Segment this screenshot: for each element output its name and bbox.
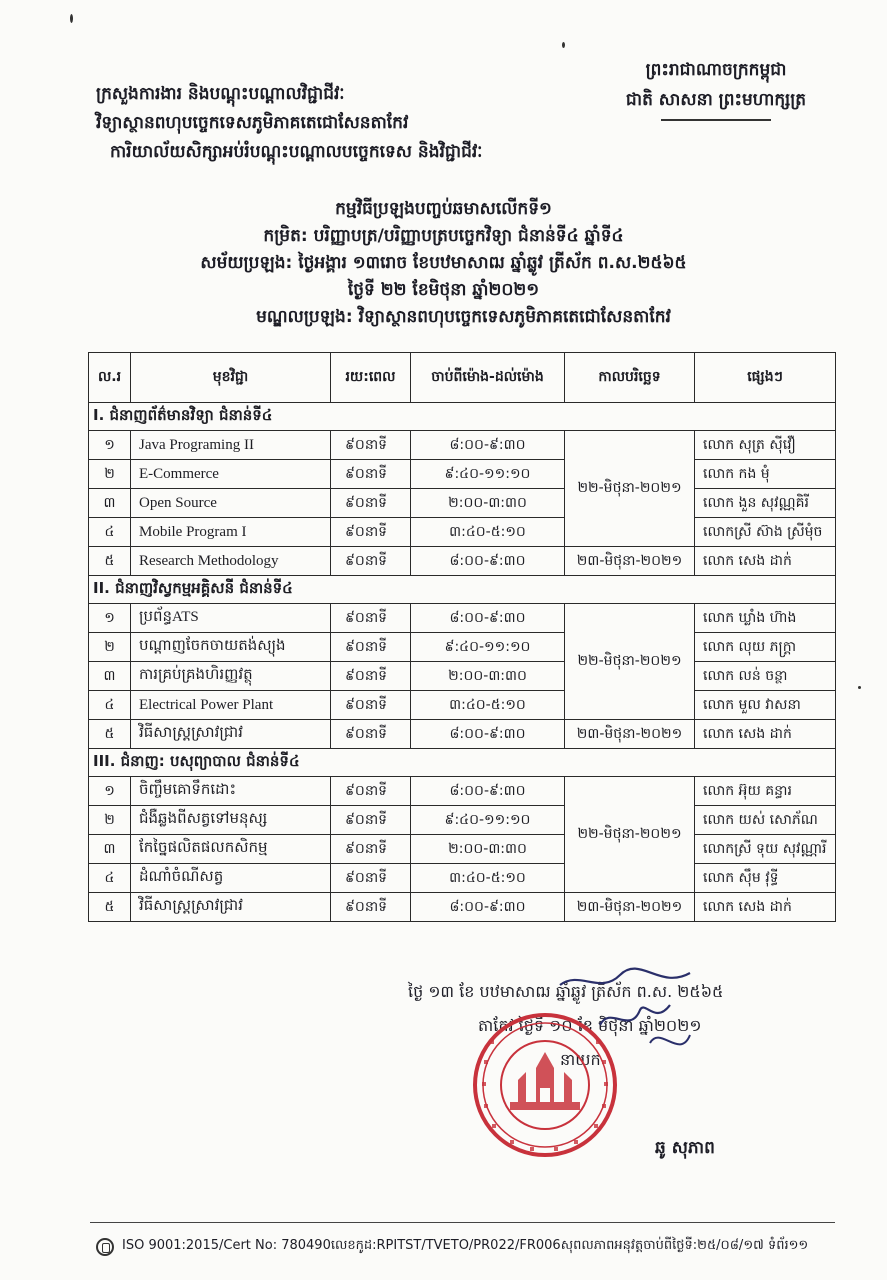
kingdom-header [596,55,836,121]
time-cell: ៨:០០-៩:៣០ [411,777,565,806]
invigilator-cell: លោក ស៊ឹម វុទ្ធី [695,864,836,893]
invigilator-cell: លោក សេង ដាក់ [695,720,836,749]
table-row [89,777,836,806]
subject-cell: E-Commerce [131,460,331,489]
subject-cell: កែច្នៃផលិតផលកសិកម្ម [131,835,331,864]
section-title: II. ជំនាញវិស្វកម្មអគ្គិសនី ជំនាន់ទី៤ [89,576,836,604]
time-cell: ២:០០-៣:៣០ [411,835,565,864]
exam-session: សម័យប្រឡង: ថ្ងៃអង្គារ ១៣រោច ខែបឋមាសាឍ ឆ្នាំឆ្លូវ ត្រីស័ក ព.ស.២៥៦៥ [200,253,687,273]
subject-cell: ដំណាំចំណីសត្វ [131,864,331,893]
row-number: ១ [89,604,131,633]
row-number: ៣ [89,662,131,691]
row-number: ៣ [89,835,131,864]
invigilator-cell: លោក ឃ្លាំង ហ៊ាង [695,604,836,633]
subject-cell: វិធីសាស្ត្រស្រាវជ្រាវ [131,893,331,922]
exam-center: មណ្ឌលប្រឡង: វិទ្យាស្ថានពហុបច្ចេកទេសភូមិភាគតេជោសែនតាកែវ [256,307,671,327]
invigilator-cell: លោក ងួន សុវណ្ណគិរី [695,489,836,518]
date-cell: ២២-មិថុនា-២០២១ [565,604,695,720]
duration-cell: ៩០នាទី [331,489,411,518]
time-cell: ៨:០០-៩:៣០ [411,604,565,633]
row-number: ២ [89,460,131,489]
section-header-row [89,749,836,777]
subject-cell: ចិញ្ចឹមគោទឹកដោះ [131,777,331,806]
duration-cell: ៩០នាទី [331,518,411,547]
footer [96,1237,808,1256]
duration-cell: ៩០នាទី [331,864,411,893]
duration-cell: ៩០នាទី [331,460,411,489]
exam-date: ថ្ងៃទី ២២ ខែមិថុនា ឆ្នាំ២០២១ [347,280,540,300]
header-duration: រយ:ពេល [331,353,411,403]
time-cell: ៨:០០-៩:៣០ [411,431,565,460]
row-number: ២ [89,806,131,835]
section-title: III. ជំនាញ: បសុព្យាបាល ជំនាន់ទី៤ [89,749,836,777]
table-row [89,893,836,922]
invigilator-cell: លោក សេង ដាក់ [695,547,836,576]
subject-cell: ជំងឺឆ្លងពីសត្វទៅមនុស្ស [131,806,331,835]
table-row [89,489,836,518]
subject-cell: Electrical Power Plant [131,691,331,720]
lunar-date-line: ថ្ងៃ ១៣ ខែ បឋមាសាឍ ឆ្នាំឆ្លូវ ត្រីស័ក ព.ស. ២៥៦៥ [408,982,724,1001]
time-cell: ៩:៤០-១១:១០ [411,633,565,662]
table-row [89,720,836,749]
exam-title: កម្មវិធីប្រឡងបញ្ចប់ឆមាសលើកទី១ [335,199,552,219]
invigilator-cell: លោក សុត្រ ស៊ីវឿ [695,431,836,460]
row-number: ២ [89,633,131,662]
table-row [89,431,836,460]
signer-title: នាយក [560,1050,601,1069]
table-row [89,662,836,691]
row-number: ១ [89,777,131,806]
time-cell: ៩:៤០-១១:១០ [411,806,565,835]
table-row [89,864,836,893]
time-cell: ៩:៤០-១១:១០ [411,460,565,489]
scan-speck [70,14,73,23]
footer-text: ISO 9001:2015/Cert No: 780490លេខកូដ:RPITST/TVETO/PR022/FR006សុពលភាពអនុវត្តចាប់ពីថ្ងៃទី:២៥/០៨/១៧ ទំព័រ១១ [122,1238,809,1253]
national-motto: ជាតិ សាសនា ព្រះមហាក្សត្រ [625,90,807,110]
table-row [89,633,836,662]
row-number: ៤ [89,691,131,720]
time-cell: ៨:០០-៩:៣០ [411,720,565,749]
subject-cell: ប្រព័ន្ធATS [131,604,331,633]
invigilator-cell: លោកស្រី ស៊ាង ស្រីមុំច [695,518,836,547]
row-number: ៤ [89,864,131,893]
subject-cell: ការគ្រប់គ្រងហិរញ្ញវត្ថុ [131,662,331,691]
row-number: ១ [89,431,131,460]
subject-cell: Mobile Program I [131,518,331,547]
duration-cell: ៩០នាទី [331,604,411,633]
subject-cell: វិធីសាស្ត្រស្រាវជ្រាវ [131,720,331,749]
date-cell: ២៣-មិថុនា-២០២១ [565,720,695,749]
place-date-line: តាកែវ ថ្ងៃទី ១០ ខែ មិថុនា ឆ្នាំ២០២១ [478,1016,702,1035]
time-cell: ៣:៤០-៥:១០ [411,864,565,893]
scan-speck [858,686,861,689]
table-row [89,691,836,720]
header-time: ចាប់ពីម៉ោង-ដល់ម៉ោង [411,353,565,403]
motto-divider [661,119,771,121]
time-cell: ៣:៤០-៥:១០ [411,518,565,547]
invigilator-cell: លោក លុយ ភក្ត្រា [695,633,836,662]
time-cell: ៨:០០-៩:៣០ [411,547,565,576]
row-number: ៤ [89,518,131,547]
ministry-header [96,80,482,167]
invigilator-cell: លោក សេង ដាក់ [695,893,836,922]
table-row [89,835,836,864]
row-number: ៥ [89,547,131,576]
date-cell: ២៣-មិថុនា-២០២១ [565,893,695,922]
duration-cell: ៩០នាទី [331,893,411,922]
subject-cell: បណ្តាញចែកចាយតង់ស្យុង [131,633,331,662]
office-name: ការិយាល័យសិក្សាអប់រំបណ្តុះបណ្តាលបច្ចេកទេស និងវិជ្ជាជីវៈ [110,142,483,162]
invigilator-cell: លោក កង មុំ [695,460,836,489]
table-row [89,806,836,835]
subject-cell: Research Methodology [131,547,331,576]
row-number: ៣ [89,489,131,518]
header-date: កាលបរិច្ឆេទ [565,353,695,403]
ministry-name: ក្រសួងការងារ និងបណ្តុះបណ្តាលវិជ្ជាជីវៈ [96,84,345,104]
time-cell: ២:០០-៣:៣០ [411,662,565,691]
iso-logo-icon [96,1238,114,1256]
invigilator-cell: លោកស្រី ទុយ សុវណ្ណារី [695,835,836,864]
table-row [89,547,836,576]
date-cell: ២២-មិថុនា-២០២១ [565,431,695,547]
duration-cell: ៩០នាទី [331,835,411,864]
header-other: ផ្សេងៗ [695,353,836,403]
row-number: ៥ [89,720,131,749]
duration-cell: ៩០នាទី [331,777,411,806]
invigilator-cell: លោក យស់ សោភ័ណ [695,806,836,835]
exam-level: កម្រិត: បរិញ្ញាបត្រ/បរិញ្ញាបត្របច្ចេកវិទ្យា ជំនាន់ទី៤ ឆ្នាំទី៤ [263,226,624,246]
table-row [89,604,836,633]
invigilator-cell: លោក មួល វាសនា [695,691,836,720]
subject-cell: Open Source [131,489,331,518]
handwritten-signature [540,965,730,1085]
date-cell: ២២-មិថុនា-២០២១ [565,777,695,893]
time-cell: ២:០០-៣:៣០ [411,489,565,518]
date-cell: ២៣-មិថុនា-២០២១ [565,547,695,576]
section-header-row [89,403,836,431]
header-subject: មុខវិជ្ជា [131,353,331,403]
invigilator-cell: លោក លន់ ចន្ថា [695,662,836,691]
table-row [89,460,836,489]
duration-cell: ៩០នាទី [331,431,411,460]
signer-name: ឆូ សុភាព [655,1138,715,1158]
footer-divider [90,1222,835,1223]
duration-cell: ៩០នាទី [331,691,411,720]
kingdom-name: ព្រះរាជាណាចក្រកម្ពុជា [645,60,787,80]
header-no: ល.រ [89,353,131,403]
institute-name: វិទ្យាស្ថានពហុបច្ចេកទេសភូមិភាគតេជោសែនតាកែវ [96,113,409,133]
subject-cell: Java Programing II [131,431,331,460]
exam-titles [0,196,887,331]
invigilator-cell: លោក អ៊ុយ គន្ធារ [695,777,836,806]
row-number: ៥ [89,893,131,922]
duration-cell: ៩០នាទី [331,633,411,662]
duration-cell: ៩០នាទី [331,547,411,576]
exam-schedule-table [88,352,836,922]
duration-cell: ៩០នាទី [331,806,411,835]
section-header-row [89,576,836,604]
time-cell: ៨:០០-៩:៣០ [411,893,565,922]
table-header-row [89,353,836,403]
table-row [89,518,836,547]
scan-speck [562,42,565,48]
duration-cell: ៩០នាទី [331,662,411,691]
duration-cell: ៩០នាទី [331,720,411,749]
section-title: I. ជំនាញព័ត៌មានវិទ្យា ជំនាន់ទី៤ [89,403,836,431]
table-body [89,403,836,922]
time-cell: ៣:៤០-៥:១០ [411,691,565,720]
